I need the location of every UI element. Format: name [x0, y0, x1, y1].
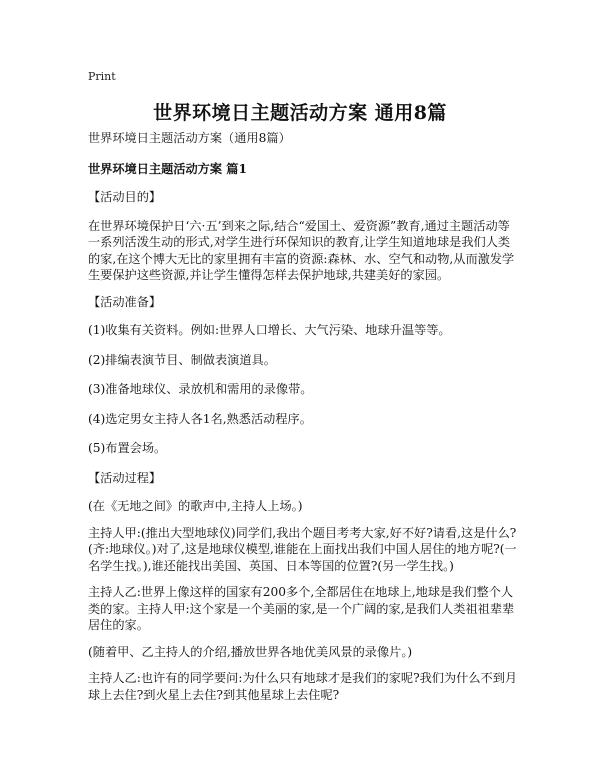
- page-title: 世界环境日主题活动方案 通用8篇: [153, 102, 447, 124]
- section-title: 世界环境日主题活动方案 篇1: [88, 161, 247, 176]
- preparation-item: (1)收集有关资料。例如:世界人口增长、大气污染、地球升温等等。: [88, 323, 451, 337]
- document-body: [88, 130, 520, 713]
- print-label: Print: [88, 70, 116, 83]
- preparation-item: (4)选定男女主持人各1名,熟悉活动程序。: [88, 411, 312, 426]
- purpose-paragraph: 在世界环境保护日‘六·五’到来之际,结合“爱国土、爱资源”教育,通过主题活动等一系列活泼生动的形式,对学生进行环保知识的教育,让学生知道地球是我们人类的家,在这个博大无比的家里拥有丰富的资源:森林、水、空气和动物,从而激发学生要保护这些资源,并让学生懂得怎样去保护地球,共建美好的家园。: [88, 218, 515, 282]
- process-paragraph: (在《无地之间》的歌声中,主持人上场。): [88, 499, 303, 513]
- preparation-item: (3)准备地球仪、录放机和需用的录像带。: [88, 382, 313, 396]
- heading-process: 【活动过程】: [88, 470, 162, 485]
- preparation-item: (2)排编表演节目、制做表演道具。: [88, 352, 276, 367]
- heading-purpose: 【活动目的】: [88, 190, 162, 204]
- heading-preparation: 【活动准备】: [88, 294, 162, 309]
- process-paragraph: (随着甲、乙主持人的介绍,播放世界各地优美风景的录像片。): [88, 644, 413, 659]
- document-subtitle: 世界环境日主题活动方案（通用8篇）: [88, 131, 291, 145]
- process-paragraph: 主持人乙:也许有的同学要问:为什么只有地球才是我们的家呢?我们为什么不到月球上去住?到火星上去住?到其他星球上去住呢?: [88, 671, 518, 702]
- preparation-item: (5)布置会场。: [88, 441, 167, 455]
- process-paragraph: 主持人乙:世界上像这样的国家有200多个,全都居住在地球上,地球是我们整个人类的家。主持人甲:这个家是一个美丽的家,是一个广阔的家,是我们人类祖祖辈辈居住的家。: [88, 585, 515, 632]
- process-paragraph: 主持人甲:(推出大型地球仪)同学们,我出个题目考考大家,好不好?请看,这是什么?(齐:地球仪。)对了,这是地球仪模型,谁能在上面找出我们中国人居住的地方呢?(一名学生找。),谁还能找出美国、英国、日本等国的位置?(另一学生找。): [88, 525, 517, 573]
